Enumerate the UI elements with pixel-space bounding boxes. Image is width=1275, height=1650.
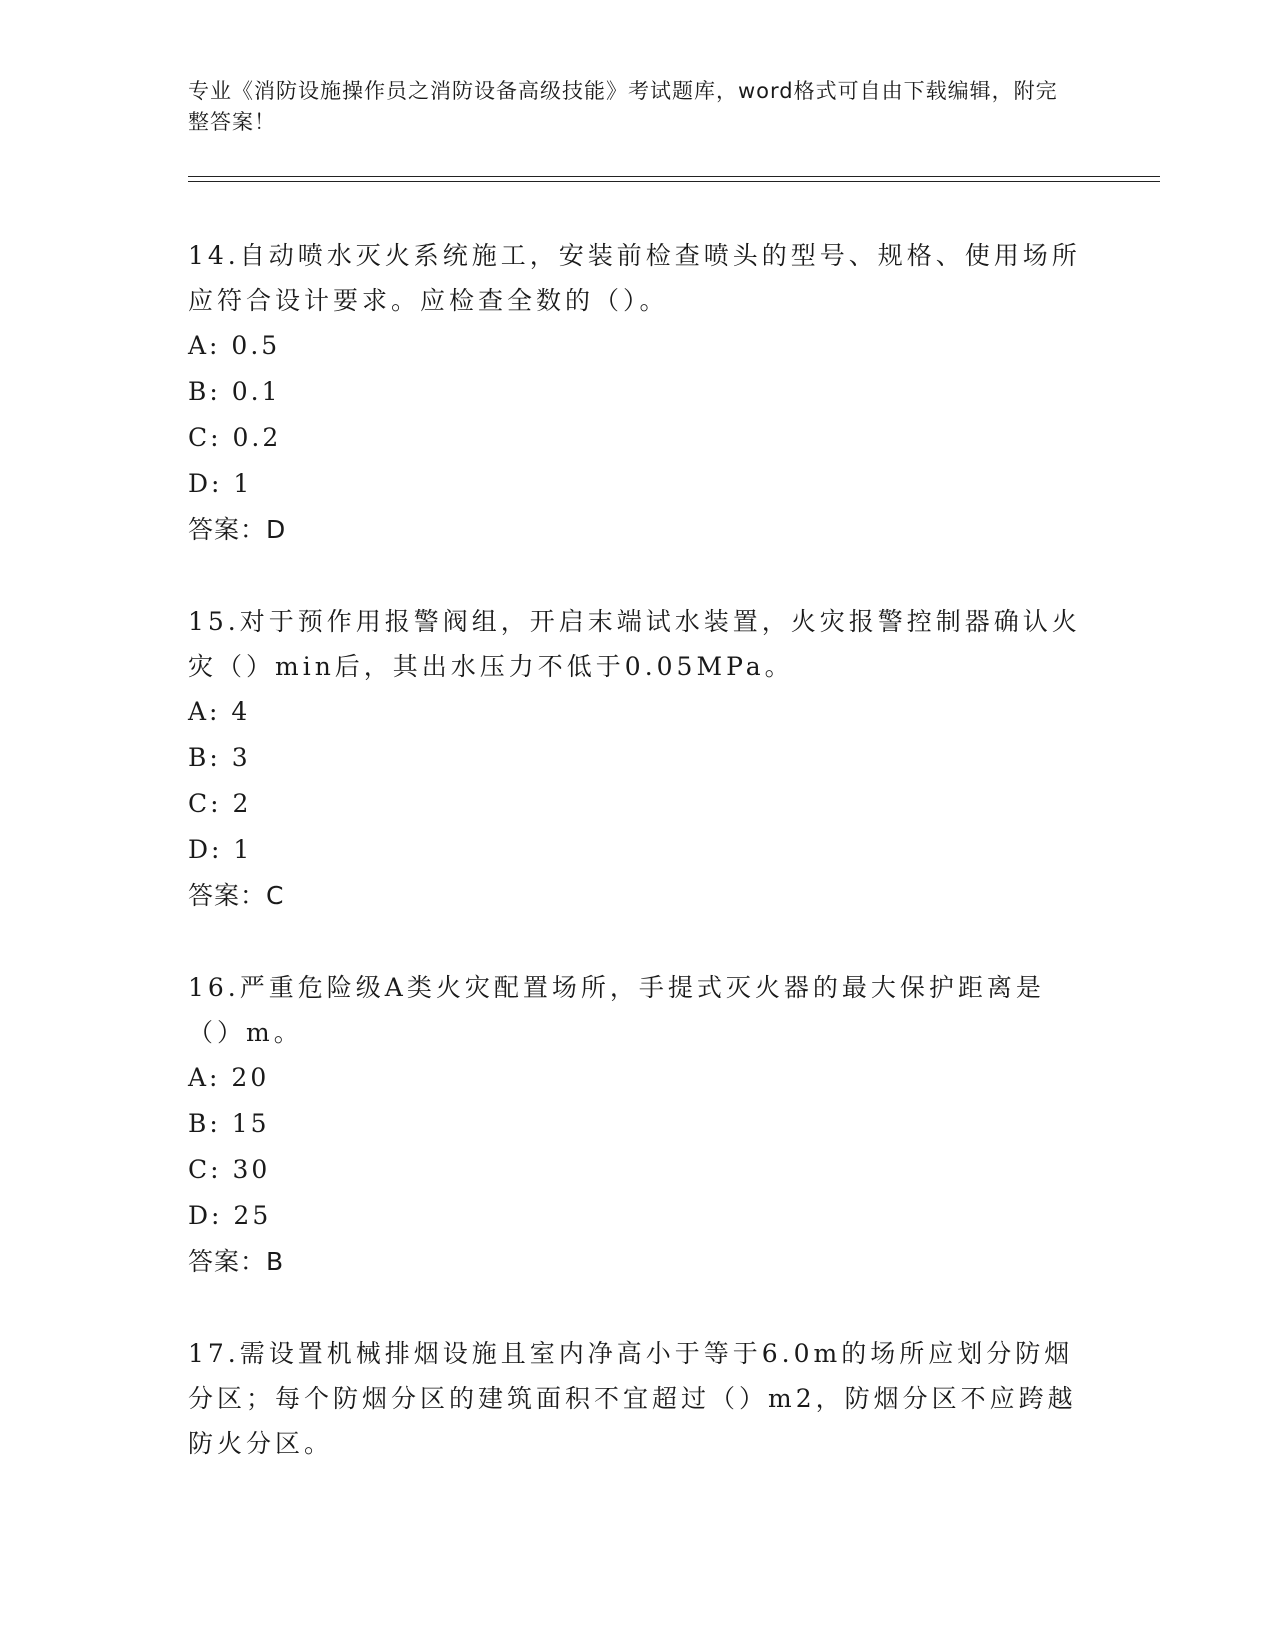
option-a: A: 20 [188, 1063, 270, 1092]
question-stem: 16.严重危险级A类火灾配置场所，手提式灭火器的最大保护距离是（）m。 [188, 973, 1045, 1047]
question-stem: 17.需设置机械排烟设施且室内净高小于等于6.0m的场所应划分防烟分区；每个防烟分区的建筑面积不宜超过（）m2，防烟分区不应跨越防火分区。 [188, 1339, 1077, 1458]
option-d: D: 25 [188, 1201, 272, 1230]
option-a: A: 0.5 [188, 331, 281, 360]
option-b: B: 3 [188, 743, 251, 772]
answer-line: 答案：C [188, 881, 285, 910]
header-divider-top [188, 176, 1160, 177]
question-stem: 15.对于预作用报警阀组，开启末端试水装置，火灾报警控制器确认火灾（）min后，其出水压力不低于0.05MPa。 [188, 607, 1081, 681]
option-b: B: 15 [188, 1109, 270, 1138]
option-a: A: 4 [188, 697, 251, 726]
option-c: C: 30 [188, 1155, 271, 1184]
question-14 [188, 233, 1088, 553]
document-header: 专业《消防设施操作员之消防设备高级技能》考试题库，word格式可自由下载编辑，附完整答案！ [188, 79, 1058, 134]
answer-line: 答案：D [188, 515, 287, 544]
option-c: C: 0.2 [188, 423, 282, 452]
header-divider-bottom [188, 181, 1160, 182]
question-16 [188, 965, 1088, 1285]
question-17 [188, 1331, 1088, 1466]
option-d: D: 1 [188, 835, 253, 864]
answer-line: 答案：B [188, 1247, 285, 1276]
option-d: D: 1 [188, 469, 253, 498]
option-b: B: 0.1 [188, 377, 281, 406]
question-15 [188, 599, 1088, 919]
option-c: C: 2 [188, 789, 252, 818]
question-stem: 14.自动喷水灭火系统施工，安装前检查喷头的型号、规格、使用场所应符合设计要求。应检查全数的（）。 [188, 241, 1081, 315]
